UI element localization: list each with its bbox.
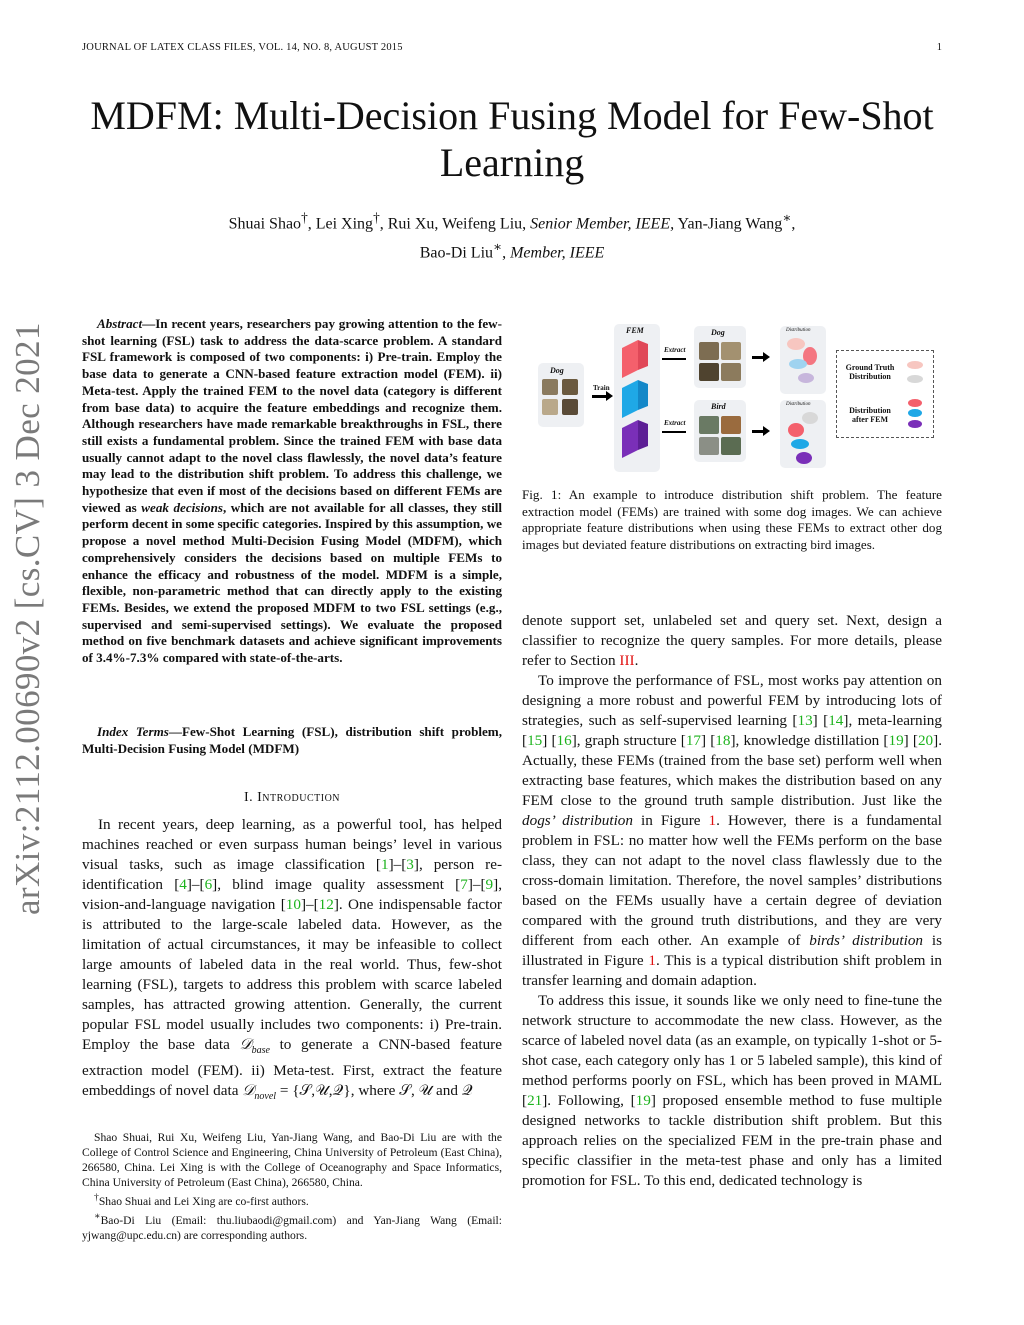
fem-panel: FEM: [614, 324, 660, 472]
legend-swatches: [901, 351, 931, 437]
citation[interactable]: 12: [318, 896, 334, 913]
dog-image: [542, 399, 558, 415]
train-dog-panel: Dog: [538, 363, 584, 427]
citation[interactable]: 21: [527, 1092, 543, 1109]
dog-image: [699, 342, 719, 360]
citation[interactable]: 9: [485, 876, 494, 893]
bird-image: [721, 416, 741, 434]
arrow-head-icon: [763, 352, 770, 362]
bird-image: [699, 437, 719, 455]
dog-image: [721, 342, 741, 360]
figure-caption: Fig. 1: An example to introduce distribution shift problem. The feature extraction model (FEMs) are trained with some dog images. We can achieve appropriate feature distributions when using these FEMs to extract other dog images but deviated feature distributions on extracting bird images.: [522, 487, 942, 552]
extract-arrow: [662, 431, 686, 433]
citation[interactable]: 14: [828, 712, 844, 729]
citation[interactable]: 1: [380, 856, 389, 873]
legend-box: Ground Truth Distribution Distribution after FEM: [836, 350, 934, 438]
paper-title: MDFM: Multi-Decision Fusing Model for Few-Shot Learning: [90, 93, 934, 185]
bird-distribution-panel: Distribution: [780, 400, 826, 468]
citation[interactable]: 3: [406, 856, 414, 873]
page-number: 1: [936, 42, 942, 53]
citation[interactable]: 4: [179, 876, 187, 893]
dog-image: [699, 363, 719, 381]
author-line-1: Shuai Shao†, Lei Xing†, Rui Xu, Weifeng Liu, Senior Member, IEEE, Yan-Jiang Wang∗,: [228, 210, 796, 233]
dog-image: [542, 379, 558, 395]
citation[interactable]: 7: [460, 876, 468, 893]
test-dog-panel: Dog: [694, 326, 746, 388]
citation[interactable]: 19: [635, 1092, 651, 1109]
citation[interactable]: 6: [204, 876, 213, 893]
section-heading-introduction: I. Introduction: [243, 790, 341, 805]
author-line-2: Bao-Di Liu∗, Member, IEEE: [419, 239, 605, 262]
citation[interactable]: 15: [527, 732, 543, 749]
dog-image: [562, 399, 578, 415]
abstract: Abstract—In recent years, researchers pay growing attention to the few-shot learning (FSL) task to address the data-scarce problem. A standard FSL framework is composed of two components: i) Pre-train. Employ the base data to generate a CNN-based feature extraction model (FEM). ii) Meta-test. Apply the trained FEM to the novel data (category is different from base data) to acquire the feature embeddings and recognize them. Although researchers have made remarkable breakthroughs in FSL, there still exists a fundamental problem. Since the trained FEM with base data usually cannot adapt to the novel class flawlessly, the novel data’s feature may lead to the distribution shift problem. To address this challenge, we hypothesize that even if most of the decisions based on different FEMs are viewed as weak decisions, which are not available for all classes, they still perform decent in some specific categories. Inspired by this assumption, we propose a novel method Multi-Decision Fusing Model (MDFM), which comprehensively considers the decisions based on multiple FEMs to enhance the efficacy and robustness of the model. MDFM is a simple, flexible, non-parametric method that can directly apply to the existing FEMs. Besides, we extend the proposed MDFM to two FSL settings (e.g., supervised and semi-supervised settings). We evaluate the proposed method on five benchmark datasets and achieve significant improvements of 3.4%-7.3% compared with state-of-the-arts.: [82, 316, 502, 666]
figure-link[interactable]: 1: [708, 812, 717, 829]
citation[interactable]: 10: [285, 896, 301, 913]
extract-arrow: [662, 358, 686, 360]
citation[interactable]: 18: [715, 732, 731, 749]
author-list: [100, 206, 924, 265]
arrow-head-icon: [763, 426, 770, 436]
intro-paragraph: In recent years, deep learning, as a powerful tool, has helped machines reached or even surpass human beings’ level in various visual tasks, such as image classification [1]–[3], person re-identification [4]–[6], blind image quality assessment [7]–[9], vision-and-language navigation [10]–[12]. One indispensable factor is attributed to the large-scale labeled data. However, as the limitation of actual circumstances, it may be infeasible to collect large amounts of labeled data in the real world. Thus, few-shot learning (FSL), targets to address this problem with scarce labeled samples, has attracted growing attention. Generally, the current popular FSL model usually includes two components: i) Pre-train. Employ the base data 𝒟$_{base}$ to generate a CNN-based feature extraction model (FEM). ii) Meta-test. First, extract the feature embeddings of novel data 𝒟$_{novel}$ = {𝒮,𝒰,𝒬}, where 𝒮, 𝒰 and 𝒬: [82, 816, 503, 1103]
footnotes: [82, 1130, 502, 1243]
right-column-body: denote support set, unlabeled set and query set. Next, design a classifier to recognize the query samples. For more details, please refer to Section III. To improve the performance of FSL, most works pay attention on designing a more robust and powerful FEM by introducing lots of strategies, such as self-supervised learning [13] [14], meta-learning [15] [16], graph structure [17] [18], knowledge distillation [19] [20]. Actually, these FEMs (trained from the base set) perform well when extracting base features, which makes the distribution based on any FEM close to the ground truth sample distribution. Just like the dogs’ distribution in Figure 1. However, there is a fundamental problem in FSL: no matter how well the FEMs perform on the base class, they can not adapt to the novel class flawlessly due to the cross-domain limitation. Therefore, the novel samples’ distributions based on the FEMs usually have a certain degree of deviation compared with the ground truth distributions, and they are very different from each other. An example of birds’ distribution is illustrated in Figure 1. This is a typical distribution shift problem in transfer learning and domain adaption. To address this issue, it sounds like we only need to fine-tune the network structure to accommodate the new class. However, as the scarce of labeled novel data (as an example, on typically 1-shot or 5-shot case, each category only has 1 or 5 labeled sample), this kind of method performs poorly on FSL, which has been proved in MAML [21]. Following, [19] proposed ensemble method to fuse multiple designed networks to tackle distribution shift problem. But this approach relies on the specialized FEM in the pre-train phase and specific classifier in the meta-test phase and only has a limited promotion for FSL. To this end, dedicated technology is: [522, 612, 943, 1189]
citation[interactable]: 16: [556, 732, 572, 749]
dog-distribution-shapes: [780, 334, 826, 394]
bird-distribution-shapes: [780, 408, 826, 468]
arxiv-identifier[interactable]: arXiv:2112.00690v2 [cs.CV] 3 Dec 2021: [8, 322, 47, 915]
citation[interactable]: 20: [917, 732, 934, 749]
figure-1: Dog Train FEM Extract Extract Dog Bird Distribution Distribution Ground Truth Distribution Distribution after FEM: [522, 318, 942, 478]
citation[interactable]: 19: [888, 732, 904, 749]
running-header: JOURNAL OF LATEX CLASS FILES, VOL. 14, NO. 8, AUGUST 2015: [82, 42, 403, 53]
fem-network-icons: [614, 336, 660, 476]
arrow-head-icon: [606, 391, 613, 401]
footnote-corresponding: ∗Bao-Di Liu (Email: thu.liubaodi@gmail.com) and Yan-Jiang Wang (Email: yjwang@upc.edu.cn) are corresponding authors.: [82, 1210, 502, 1242]
footnote-affiliation: Shao Shuai, Rui Xu, Weifeng Liu, Yan-Jiang Wang, and Bao-Di Liu are with the College of Control Science and Engineering, China University of Petroleum (East China), 266580, China. Lei Xing is with the College of Oceanography and Space Informatics, China University of Petroleum (East China), 266580, China.: [82, 1131, 502, 1189]
section-link[interactable]: III: [619, 652, 635, 669]
figure-link[interactable]: 1: [648, 952, 656, 969]
citation[interactable]: 17: [685, 732, 702, 749]
index-terms: Index Terms—Few-Shot Learning (FSL), distribution shift problem, Multi-Decision Fusing Model (MDFM): [82, 724, 502, 756]
footnote-cofirst: †Shao Shuai and Lei Xing are co-first authors.: [94, 1192, 309, 1208]
bird-image: [721, 437, 741, 455]
dog-distribution-panel: Distribution: [780, 326, 826, 394]
dog-image: [562, 379, 578, 395]
test-bird-panel: Bird: [694, 400, 746, 462]
abstract-label: Abstract: [97, 316, 143, 331]
dog-image: [721, 363, 741, 381]
citation[interactable]: 13: [797, 712, 813, 729]
bird-image: [699, 416, 719, 434]
